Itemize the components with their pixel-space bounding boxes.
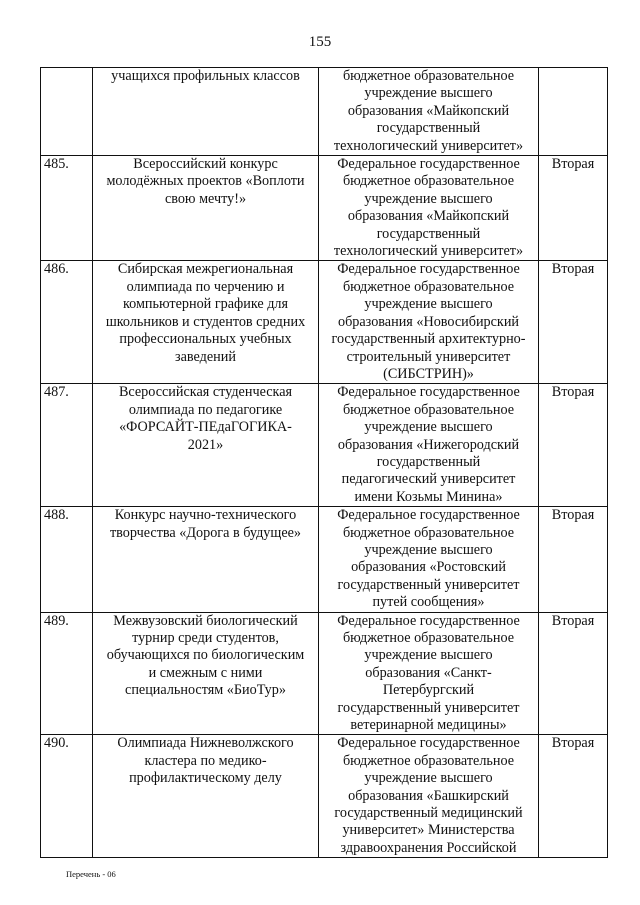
table-row: [41, 384, 608, 507]
row-number: 490.: [41, 735, 93, 858]
level: [539, 68, 608, 156]
organizer: Федеральное государственное бюджетное образовательное учреждение высшего образования «Майкопский государственный технологический университет»: [319, 156, 539, 261]
row-number: 489.: [41, 612, 93, 735]
olympiad-name: Сибирская межрегиональная олимпиада по черчению и компьютерной графике для школьников и студентов средних профессиональных учебных заведений: [93, 261, 319, 384]
table-row: [41, 612, 608, 735]
olympiad-name: Межвузовский биологический турнир среди студентов, обучающихся по биологическим и смежным с ними специальностям «БиоТур»: [93, 612, 319, 735]
table-row: [41, 261, 608, 384]
organizer: бюджетное образовательное учреждение высшего образования «Майкопский государственный технологический университет»: [319, 68, 539, 156]
olympiad-name: Всероссийская студенческая олимпиада по педагогике «ФОРСАЙТ-ПЕдаГОГИКА- 2021»: [93, 384, 319, 507]
page-number: 155: [308, 34, 332, 50]
table-row: [41, 156, 608, 261]
level: Вторая: [539, 261, 608, 384]
table-row: [41, 735, 608, 858]
row-number: [41, 68, 93, 156]
level: Вторая: [539, 612, 608, 735]
row-number: 486.: [41, 261, 93, 384]
organizer: Федеральное государственное бюджетное образовательное учреждение высшего образования «Санкт- Петербургский государственный университет ветеринарной медицины»: [319, 612, 539, 735]
level: Вторая: [539, 507, 608, 612]
table-row: [41, 507, 608, 612]
organizer: Федеральное государственное бюджетное образовательное учреждение высшего образования «Ростовский государственный университет путей сообщения»: [319, 507, 539, 612]
olympiad-name: Олимпиада Нижневолжского кластера по медико- профилактическому делу: [93, 735, 319, 858]
level: Вторая: [539, 735, 608, 858]
organizer: Федеральное государственное бюджетное образовательное учреждение высшего образования «Новосибирский государственный архитектурно- строительный университет (СИБСТРИН)»: [319, 261, 539, 384]
level: Вторая: [539, 384, 608, 507]
olympiad-table: [40, 67, 608, 858]
olympiad-name: учащихся профильных классов: [93, 68, 319, 156]
level: Вторая: [539, 156, 608, 261]
organizer: Федеральное государственное бюджетное образовательное учреждение высшего образования «Башкирский государственный медицинский университет» Министерства здравоохранения Российской: [319, 735, 539, 858]
olympiad-name: Всероссийский конкурс молодёжных проектов «Воплоти свою мечту!»: [93, 156, 319, 261]
footer-label: Перечень - 06: [66, 869, 116, 879]
row-number: 487.: [41, 384, 93, 507]
olympiad-name: Конкурс научно-технического творчества «Дорога в будущее»: [93, 507, 319, 612]
organizer: Федеральное государственное бюджетное образовательное учреждение высшего образования «Нижегородский государственный педагогический университет имени Козьмы Минина»: [319, 384, 539, 507]
row-number: 485.: [41, 156, 93, 261]
table-row: [41, 68, 608, 156]
row-number: 488.: [41, 507, 93, 612]
